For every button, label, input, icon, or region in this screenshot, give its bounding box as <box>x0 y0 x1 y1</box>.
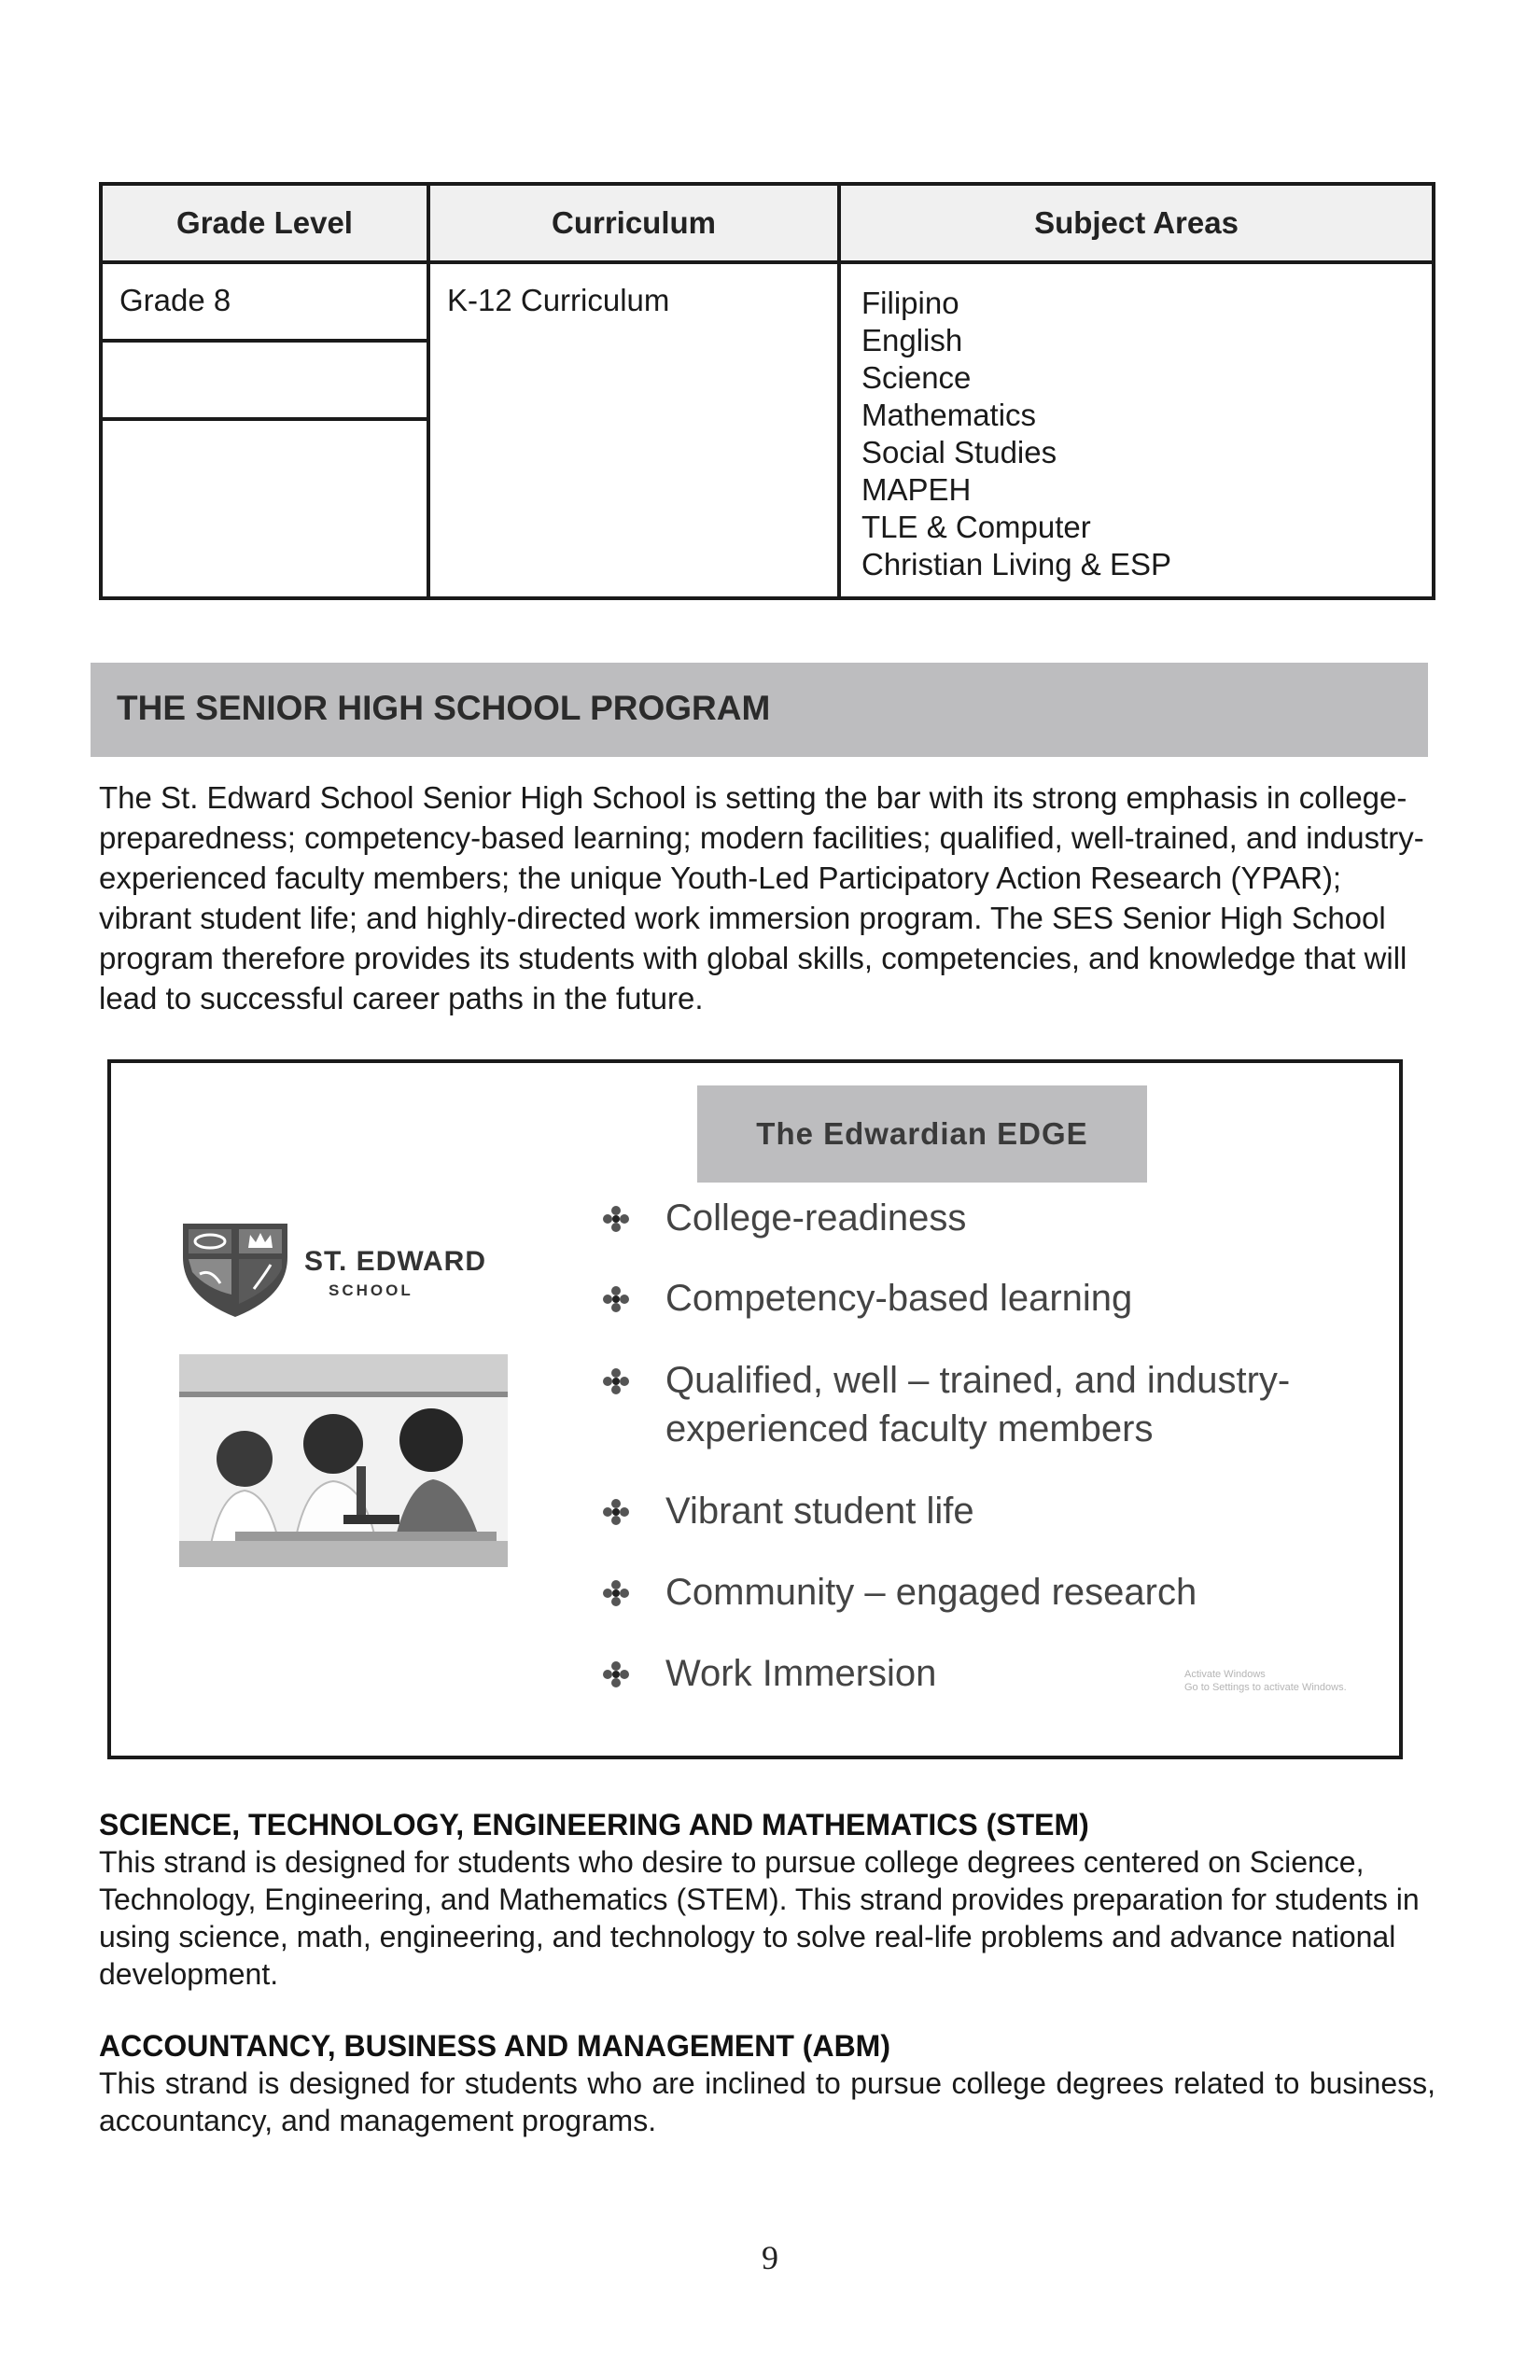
edge-item-text: Competency-based learning <box>665 1278 1133 1319</box>
shield-crest-icon <box>179 1220 291 1321</box>
flower-bullet-icon <box>602 1367 630 1395</box>
edge-item-text: Qualified, well – trained, and industry-experienced faculty members <box>665 1360 1291 1449</box>
subject-item: Social Studies <box>861 435 1057 469</box>
edge-item-text: Work Immersion <box>665 1653 937 1694</box>
header-curriculum: Curriculum <box>428 184 839 262</box>
curriculum-cell: K-12 Curriculum <box>428 262 839 598</box>
table-header-row <box>101 184 1434 262</box>
strand-body: This strand is designed for students who desire to pursue college degrees centered on Science, Technology, Engineering, and Mathematics (STEM). This strand provides preparation for students in using science, math, engineering, and technology to solve real-life problems and advance national development. <box>99 1845 1420 1991</box>
subject-item: Filipino <box>861 286 959 320</box>
flower-bullet-icon <box>602 1285 630 1313</box>
edge-item-text: College-readiness <box>665 1197 967 1239</box>
abm-strand <box>99 2027 1435 2139</box>
empty-cell <box>101 341 428 419</box>
header-grade-level: Grade Level <box>101 184 428 262</box>
watermark-line: Activate Windows <box>1184 1669 1266 1680</box>
subject-item: English <box>861 323 963 357</box>
subject-item: MAPEH <box>861 472 972 507</box>
grade-level-cell: Grade 8 <box>101 262 428 341</box>
strand-title: SCIENCE, TECHNOLOGY, ENGINEERING AND MATHEMATICS (STEM) <box>99 1808 1089 1841</box>
logo-name: ST. EDWARD <box>304 1246 487 1277</box>
strand-body: This strand is designed for students who are inclined to pursue college degrees related to business, accountancy, and management programs. <box>99 2066 1435 2137</box>
edge-item-text: Community – engaged research <box>665 1572 1197 1613</box>
header-subject-areas: Subject Areas <box>839 184 1434 262</box>
edwardian-edge-figure <box>107 1059 1403 1759</box>
subjects-cell <box>839 262 1434 598</box>
edge-title-box <box>697 1085 1147 1183</box>
students-microscope-image <box>179 1354 508 1567</box>
table-row <box>101 262 1434 341</box>
strand-title: ACCOUNTANCY, BUSINESS AND MANAGEMENT (ABM) <box>99 2029 890 2063</box>
section-title: THE SENIOR HIGH SCHOOL PROGRAM <box>117 689 771 727</box>
subject-item: Science <box>861 360 972 395</box>
flower-bullet-icon <box>602 1498 630 1526</box>
page-number: 9 <box>762 2239 778 2276</box>
edge-item-text: Vibrant student life <box>665 1491 974 1532</box>
subject-item: Mathematics <box>861 398 1037 432</box>
school-logo <box>179 1220 534 1323</box>
section-banner <box>91 663 1428 757</box>
flower-bullet-icon <box>602 1205 630 1233</box>
activate-windows-watermark <box>1184 1668 1347 1694</box>
curriculum-table <box>99 182 1435 600</box>
subject-item: Christian Living & ESP <box>861 547 1171 581</box>
students-microscope-photo <box>179 1354 508 1567</box>
intro-paragraph: The St. Edward School Senior High School is setting the bar with its strong emphasis in college-preparedness; competency-based learning; modern facilities; qualified, well-trained, and industry-experienced faculty members; the unique Youth-Led Participatory Action Research (YPAR); vibrant student life; and highly-directed work immersion program. The SES Senior High School program therefore provides its students with global skills, competencies, and knowledge that will lead to successful career paths in the future. <box>99 780 1424 1015</box>
flower-bullet-icon <box>602 1579 630 1607</box>
flower-bullet-icon <box>602 1660 630 1688</box>
empty-cell <box>101 419 428 598</box>
logo-subtitle: SCHOOL <box>329 1281 413 1299</box>
stem-strand <box>99 1806 1435 1993</box>
watermark-line: Go to Settings to activate Windows. <box>1184 1682 1347 1693</box>
subject-item: TLE & Computer <box>861 510 1091 544</box>
edge-title: The Edwardian EDGE <box>756 1116 1088 1151</box>
